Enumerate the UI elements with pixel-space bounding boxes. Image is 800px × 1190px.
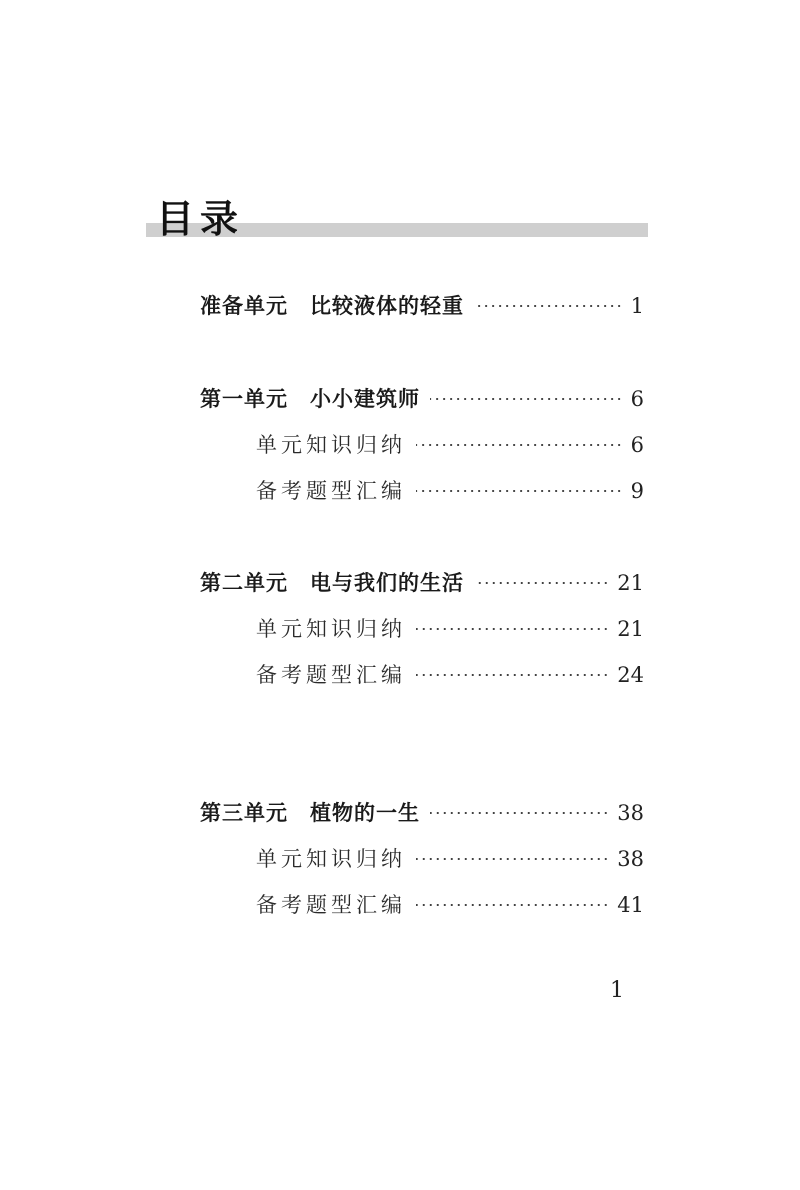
toc-entry-page: 41 bbox=[617, 893, 644, 917]
toc-entry-title: 单元知识归纳 bbox=[256, 433, 406, 457]
toc-entry-prep-unit[interactable] bbox=[200, 291, 644, 321]
toc-entry-page: 21 bbox=[617, 617, 644, 641]
toc-entry-title: 第三单元 植物的一生 bbox=[200, 801, 420, 825]
dot-leader bbox=[416, 628, 609, 630]
dot-leader bbox=[416, 490, 623, 492]
toc-entry-page: 1 bbox=[630, 294, 644, 318]
toc-entry-title: 第一单元 小小建筑师 bbox=[200, 387, 420, 411]
dot-leader bbox=[416, 858, 609, 860]
dot-leader bbox=[474, 582, 609, 584]
toc-entry-title: 备考题型汇编 bbox=[256, 663, 406, 687]
toc-entry-unit-1[interactable] bbox=[200, 384, 644, 414]
toc-entry-page: 21 bbox=[617, 571, 644, 595]
page-title: 目录 bbox=[156, 197, 245, 241]
toc-entry-page: 9 bbox=[630, 479, 644, 503]
dot-leader bbox=[430, 398, 623, 400]
toc-entry-page: 38 bbox=[617, 801, 644, 825]
toc-entry-unit-1-summary[interactable] bbox=[256, 430, 644, 460]
toc-entry-title: 备考题型汇编 bbox=[256, 893, 406, 917]
toc-entry-title: 备考题型汇编 bbox=[256, 479, 406, 503]
toc-entry-unit-3[interactable] bbox=[200, 798, 644, 828]
toc-entry-title: 准备单元 比较液体的轻重 bbox=[200, 294, 464, 318]
dot-leader bbox=[430, 812, 609, 814]
toc-entry-page: 38 bbox=[617, 847, 644, 871]
toc-entry-unit-1-exercises[interactable] bbox=[256, 476, 644, 506]
toc-entry-title: 单元知识归纳 bbox=[256, 617, 406, 641]
toc-entry-unit-3-exercises[interactable] bbox=[256, 890, 644, 920]
toc-entry-title: 第二单元 电与我们的生活 bbox=[200, 571, 464, 595]
toc-entry-unit-3-summary[interactable] bbox=[256, 844, 644, 874]
toc-entry-unit-2[interactable] bbox=[200, 568, 644, 598]
toc-entry-unit-2-summary[interactable] bbox=[256, 614, 644, 644]
dot-leader bbox=[416, 674, 609, 676]
toc-entry-title: 单元知识归纳 bbox=[256, 847, 406, 871]
toc-entry-unit-2-exercises[interactable] bbox=[256, 660, 644, 690]
dot-leader bbox=[474, 305, 623, 307]
dot-leader bbox=[416, 904, 609, 906]
dot-leader bbox=[416, 444, 623, 446]
page-number: 1 bbox=[610, 978, 624, 1003]
toc-entry-page: 24 bbox=[617, 663, 644, 687]
toc-heading bbox=[146, 196, 648, 246]
toc-entry-page: 6 bbox=[630, 433, 644, 457]
toc-entry-page: 6 bbox=[630, 387, 644, 411]
